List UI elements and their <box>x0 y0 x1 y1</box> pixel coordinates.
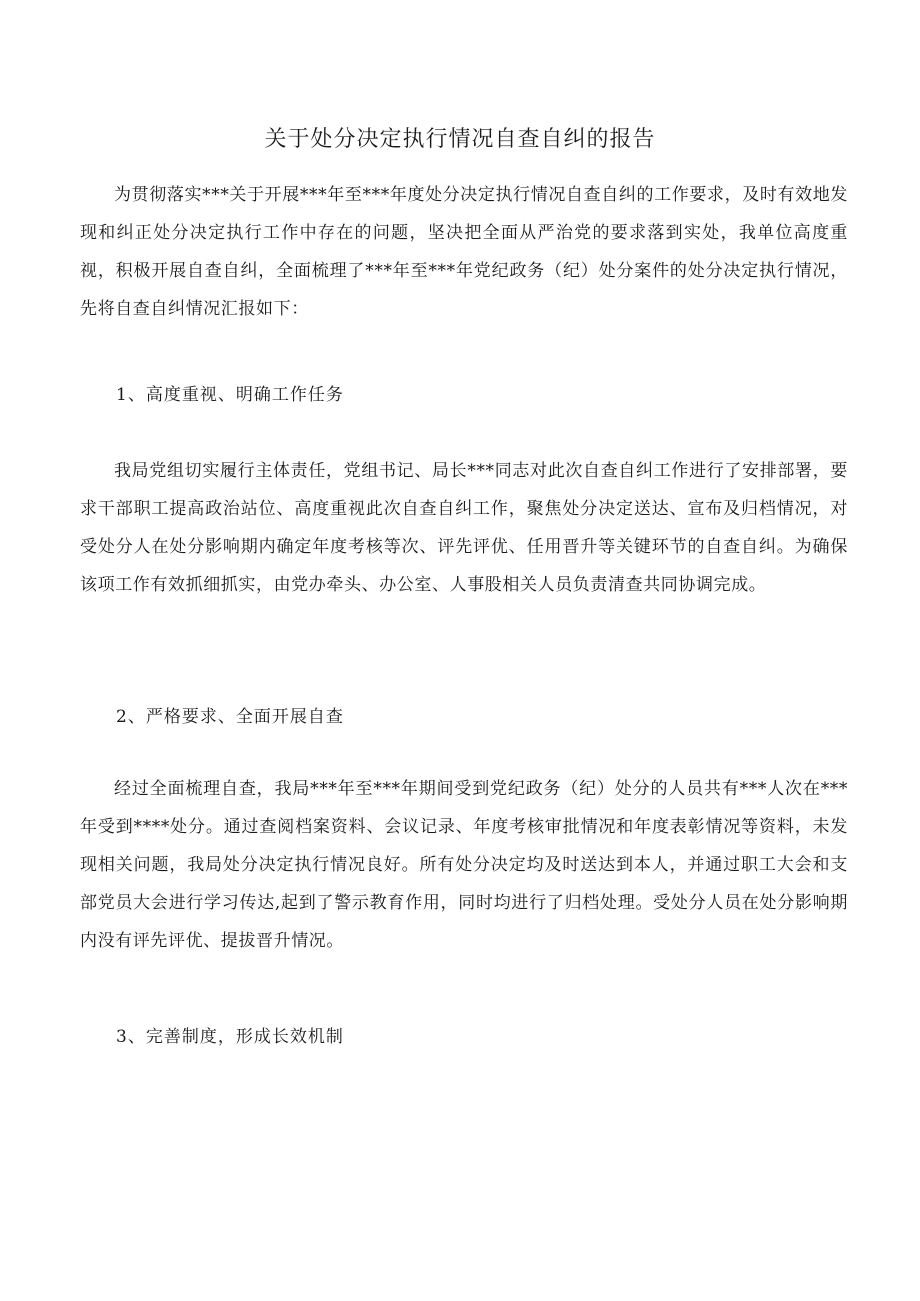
section-3-heading: 3、完善制度，形成长效机制 <box>116 1027 344 1047</box>
section-1-heading: 1、高度重视、明确工作任务 <box>116 385 344 405</box>
section-2-heading: 2、严格要求、全面开展自查 <box>116 707 344 727</box>
document-title: 关于处分决定执行情况自查自纠的报告 <box>264 127 656 152</box>
section-1-body: 我局党组切实履行主体责任，党组书记、局长***同志对此次自查自纠工作进行了安排部署，要求干部职工提高政治站位、高度重视此次自查自纠工作，聚焦处分决定送达、宣布及归档情况，对受处分人在处分影响期内确定年度考核等次、评先评优、任用晋升等关键环节的自查自纠。为确保该项工作有效抓细抓实，由党办牵头、办公室、人事股相关人员负责清查共同协调完成。 <box>80 461 848 595</box>
section-2-body: 经过全面梳理自查，我局***年至***年期间受到党纪政务（纪）处分的人员共有***人次在***年受到****处分。通过查阅档案资料、会议记录、年度考核审批情况和年度表彰情况等资料，未发现相关问题，我局处分决定执行情况良好。所有处分决定均及时送达到本人，并通过职工大会和支部党员大会进行学习传达,起到了警示教育作用，同时均进行了归档处理。受处分人员在处分影响期内没有评先评优、提拔晋升情况。 <box>80 779 848 951</box>
intro-paragraph: 为贯彻落实***关于开展***年至***年度处分决定执行情况自查自纠的工作要求，及时有效地发现和纠正处分决定执行工作中存在的问题，坚决把全面从严治党的要求落到实处，我单位高度重视，积极开展自查自纠，全面梳理了***年至***年党纪政务（纪）处分案件的处分决定执行情况，先将自查自纠情况汇报如下： <box>80 185 848 319</box>
